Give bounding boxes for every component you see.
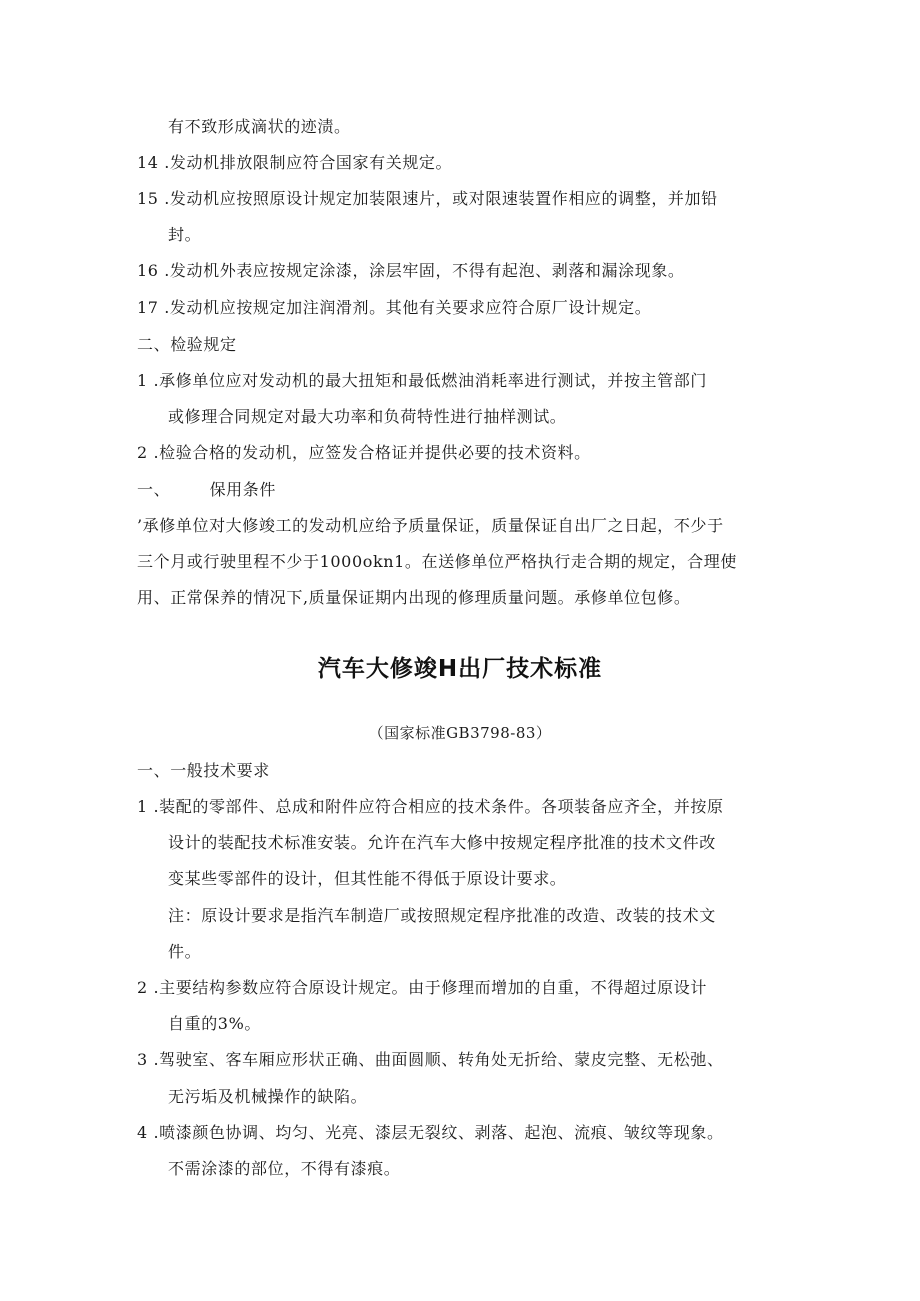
list-number: 1 xyxy=(137,371,148,390)
warranty-paragraph-line: 用、正常保养的情况下,质量保证期内出现的修理质量问题。承修单位包修。 xyxy=(137,588,691,607)
list-number: 16 xyxy=(137,261,159,280)
list-text: .发动机应按照原设计规定加装限速片，或对限速装置作相应的调整，并加铅 xyxy=(164,189,718,208)
requirement-item-2 xyxy=(137,977,707,999)
inspection-item-1-continuation: 或修理合同规定对最大功率和负荷特性进行抽样测试。 xyxy=(168,407,567,426)
section-title: 保用条件 xyxy=(209,480,276,499)
section-number: 一、 xyxy=(137,480,171,499)
list-text: .承修单位应对发动机的最大扭矩和最低燃油消耗率进行测试，并按主管部门 xyxy=(153,371,707,390)
requirement-item-1 xyxy=(137,796,724,818)
paragraph-line: 有不致形成滴状的迹渍。 xyxy=(168,117,351,136)
requirement-item-1-continuation: 变某些零部件的设计，但其性能不得低于原设计要求。 xyxy=(168,869,567,888)
list-text: .发动机应按规定加注润滑剂。其他有关要求应符合原厂设计规定。 xyxy=(164,298,652,317)
list-text: .驾驶室、客车厢应形状正确、曲面圆顺、转角处无折给、蒙皮完整、无松弛、 xyxy=(153,1050,724,1069)
section-heading-inspection: 二、检验规定 xyxy=(137,335,237,354)
list-item-16 xyxy=(137,260,685,282)
requirement-item-4-continuation: 不需涂漆的部位，不得有漆痕。 xyxy=(168,1159,401,1178)
requirement-item-2-continuation: 自重的3%。 xyxy=(168,1014,261,1033)
warranty-paragraph-line: ’承修单位对大修竣工的发动机应给予质量保证，质量保证自出厂之日起，不少于 xyxy=(137,516,724,535)
list-text: .主要结构参数应符合原设计规定。由于修理而增加的自重，不得超过原设计 xyxy=(153,978,707,997)
list-text: .检验合格的发动机，应签发合格证并提供必要的技术资料。 xyxy=(153,443,591,462)
requirement-item-3 xyxy=(137,1049,724,1071)
list-text: .喷漆颜色协调、均匀、光亮、漆层无裂纹、剥落、起泡、流痕、皱纹等现象。 xyxy=(153,1123,724,1142)
list-item-14 xyxy=(137,152,452,174)
list-number: 15 xyxy=(137,189,159,208)
requirement-item-4 xyxy=(137,1122,724,1144)
list-text: .发动机排放限制应符合国家有关规定。 xyxy=(164,153,453,172)
list-number: 3 xyxy=(137,1050,148,1069)
requirement-item-3-continuation: 无污垢及机械操作的缺陷。 xyxy=(168,1087,368,1106)
list-text: .发动机外表应按规定涂漆，涂层牢固，不得有起泡、剥落和漏涂现象。 xyxy=(164,261,685,280)
list-item-15-continuation: 封。 xyxy=(168,225,202,244)
inspection-item-2 xyxy=(137,442,591,464)
list-number: 4 xyxy=(137,1123,148,1142)
list-number: 1 xyxy=(137,797,148,816)
list-number: 2 xyxy=(137,443,148,462)
inspection-item-1 xyxy=(137,370,707,392)
requirement-note: 注：原设计要求是指汽车制造厂或按照规定程序批准的改造、改装的技术文 xyxy=(168,906,716,925)
warranty-paragraph-line: 三个月或行驶里程不少于1000okn1。在送修单位严格执行走合期的规定，合理使 xyxy=(137,552,737,571)
list-item-17 xyxy=(137,297,651,319)
section-heading-general-requirements: 一、一般技术要求 xyxy=(137,761,270,780)
list-number: 17 xyxy=(137,298,159,317)
document-title: 汽车大修竣H出厂技术标准 xyxy=(317,656,603,682)
requirement-item-1-continuation: 设计的装配技术标准安装。允许在汽车大修中按规定程序批准的技术文件改 xyxy=(168,833,716,852)
document-subtitle: （国家标准GB3798-83） xyxy=(368,724,552,742)
requirement-note-continuation: 件。 xyxy=(168,942,202,961)
list-item-15 xyxy=(137,188,718,210)
list-text: .装配的零部件、总成和附件应符合相应的技术条件。各项装备应齐全，并按原 xyxy=(153,797,724,816)
list-number: 2 xyxy=(137,978,148,997)
list-number: 14 xyxy=(137,153,159,172)
section-heading-warranty xyxy=(137,479,276,501)
